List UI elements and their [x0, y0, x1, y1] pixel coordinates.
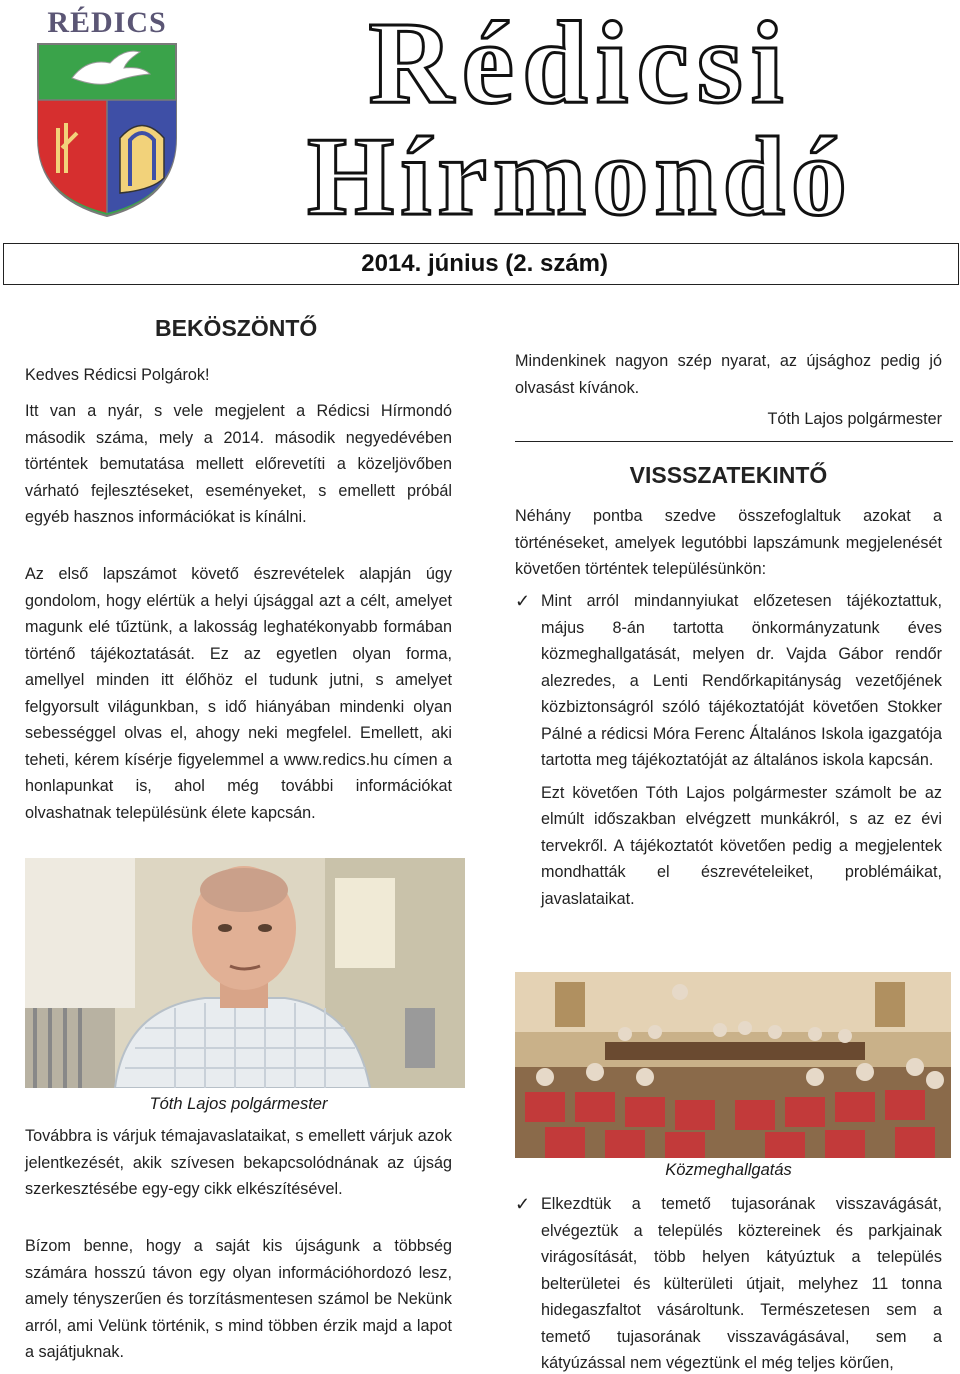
masthead-title [220, 2, 940, 224]
public-hearing-photo-caption: Közmeghallgatás [665, 1161, 792, 1179]
list-item-text: Elkezdtük a temető tujasorának visszavágását, elvégeztük a település köztereinek és parkjainak virágosítását, több helyen kátyúztuk a település belterületei és külterületi útjait, melyhez 11 tonna hidegaszfaltot vásároltunk. Természetesen sem a temető tujasorának visszavágásával, sem a kátyúzással nem végeztünk el még teljes körűen, [541, 1195, 942, 1372]
welcome-paragraph-2: Az első lapszámot követő észrevételek alapján úgy gondolom, hogy elértük a helyi újsággal azt a célt, amelyet magunk elé tűztünk, a lakosság leghatékonyabb formában történő tájékoztatását. Ez az egyetlen olyan forma, amellyel minden itt élőhöz el tudunk jutni, s amelyet felgyorsult világunkban, s idő hiányában mindenki olyan sebességgel olvas el, ahogy neki megfelel. Emellett, aki teheti, kérem kísérje figyelemmel a www.redics.hu címen a honlapunkat is, ahol még további információkat olvashatnak településünk élete kapcsán. [25, 565, 452, 822]
welcome-paragraph-3: Továbbra is várjuk témajavaslataikat, s emellett várjuk azok jelentkezését, akik szívesen bekapcsolódnának az újság szerkesztésébe egy-egy cikk elkészítésével. [25, 1127, 452, 1198]
welcome-heading: BEKÖSZÖNTŐ [155, 315, 318, 341]
list-item [515, 1191, 942, 1374]
checkmark-icon: ✓ [515, 591, 531, 611]
mayor-photo-caption: Tóth Lajos polgármester [149, 1095, 328, 1113]
retrospective-list [515, 588, 942, 912]
public-hearing-photo [515, 972, 951, 1158]
crest-shield [38, 44, 176, 216]
welcome-paragraph-4: Bízom benne, hogy a saját kis újságunk a többség számára hosszú távon egy olyan információhordozó lesz, amely tényszerűen és torzításmentesen számol be Nekünk arról, ami Velünk történik, s mind többen érzik majd a lapot a sajátjuknak. [25, 1237, 452, 1361]
coat-of-arms-icon [32, 8, 182, 218]
signature: Tóth Lajos polgármester [767, 410, 942, 428]
retrospective-heading: VISSSZATEKINTŐ [629, 462, 828, 488]
section-divider [515, 441, 953, 442]
checkmark-icon: ✓ [515, 1194, 531, 1214]
list-item [515, 588, 942, 912]
masthead-line-2: Hírmondó [307, 115, 853, 224]
welcome-paragraph-1: Itt van a nyár, s vele megjelent a Rédicsi Hírmondó második száma, mely a 2014. második negyedévében történtek bemutatása mellett előrevetíti a közeljövőben várható fejlesztéseket, eseményeket, s emellett próbál egyéb hasznos információkat is kínálni. [25, 402, 452, 526]
masthead-line-1: Rédicsi [368, 2, 792, 128]
closing-wish: Mindenkinek nagyon szép nyarat, az újsághoz pedig jó olvasást kívánok. [515, 352, 942, 397]
issue-date: 2014. június (2. szám) [361, 250, 608, 277]
retrospective-intro: Néhány pontba szedve összefoglaltuk azokat a történéseket, amelyek legutóbbi lapszámunk megjelenését követően történtek településünkön: [515, 507, 942, 578]
list-item-text: Mint arról mindannyiukat előzetesen tájékoztattuk, május 8-án tartotta önkormányzatunk éves közmeghallgatását, melyen dr. Vajda Gábor rendőr alezredes, a Lenti Rendőrkapitányság vezetőjének közbiztonságról szóló tájékoztatóját követően Stokker Pálné a rédicsi Móra Ferenc Általános Iskola igazgatója tartotta meg tájékoztatóját az általános iskola kapcsán. [541, 592, 942, 769]
greeting: Kedves Rédicsi Polgárok! [25, 366, 210, 384]
list-item-text: Ezt követően Tóth Lajos polgármester számolt be az elmúlt időszakban elvégzett munkákról, s az ez évi tervekről. A tájékoztatót követően pedig a megjelentek mondhatták el észrevételeiket, problémáikat, javaslataikat. [541, 783, 942, 908]
crest-label: RÉDICS [47, 6, 167, 39]
mayor-photo [25, 858, 465, 1088]
issue-date-bar [3, 243, 959, 285]
retrospective-list-continued [515, 1191, 942, 1374]
